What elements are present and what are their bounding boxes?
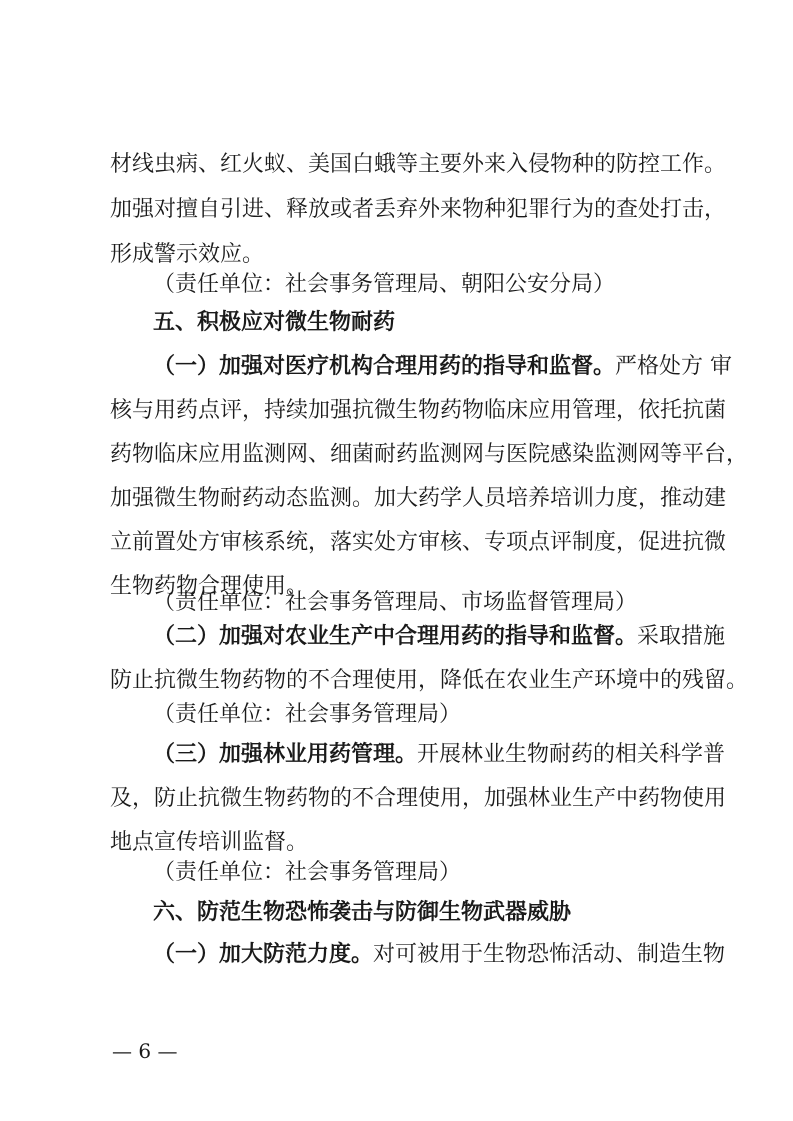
- responsible-unit-note: （责任单位：社会事务管理局）: [153, 860, 462, 885]
- item-text: 采取措施: [637, 624, 726, 649]
- item-lead: （二）加强对农业生产中合理用药的指导和监督。: [153, 624, 638, 649]
- body-text-line: 材线虫病、红火蚁、美国白蛾等主要外来入侵物种的防控工作。: [110, 152, 727, 177]
- item-text: 对可被用于生物恐怖活动、制造生物: [373, 942, 726, 967]
- paragraph-first-line: [153, 622, 725, 652]
- paragraph-first-line: [153, 940, 725, 970]
- item-text: 严格处方 审: [615, 354, 733, 379]
- body-text-line: 核与用药点评，持续加强抗微生物药物临床应用管理，依托抗菌: [110, 398, 727, 423]
- body-text-line: 加强对擅自引进、释放或者丢弃外来物种犯罪行为的查处打击，: [110, 197, 727, 222]
- item-lead: （三）加强林业用药管理。: [153, 742, 418, 767]
- body-text-line: 地点宣传培训监督。: [110, 830, 309, 855]
- body-text-line: 及，防止抗微生物药物的不合理使用，加强林业生产中药物使用: [110, 786, 727, 811]
- body-text-line: 药物临床应用监测网、细菌耐药监测网与医院感染监测网等平台，: [110, 442, 749, 467]
- section-heading: 五、积极应对微生物耐药: [153, 310, 396, 335]
- responsible-unit-note: （责任单位：社会事务管理局）: [153, 702, 462, 727]
- body-text-line: 生物药物合理使用。: [110, 574, 309, 599]
- paragraph-first-line: [153, 352, 732, 382]
- responsible-unit-note: （责任单位：社会事务管理局、市场监督管理局）: [153, 590, 638, 615]
- section-heading: 六、防范生物恐怖袭击与防御生物武器威胁: [153, 900, 572, 925]
- item-lead: （一）加大防范力度。: [153, 942, 374, 967]
- body-text-line: 立前置处方审核系统，落实处方审核、专项点评制度，促进抗微: [110, 530, 727, 555]
- body-text-line: 形成警示效应。: [110, 242, 265, 267]
- body-text-line: 加强微生物耐药动态监测。加大药学人员培养培训力度，推动建: [110, 486, 727, 511]
- page-number: — 6 —: [112, 1039, 178, 1063]
- body-text-line: 防止抗微生物药物的不合理使用，降低在农业生产环境中的残留。: [110, 668, 749, 693]
- item-text: 开展林业生物耐药的相关科学普: [417, 742, 726, 767]
- responsible-unit-note: （责任单位：社会事务管理局、朝阳公安分局）: [153, 272, 616, 297]
- paragraph-first-line: [153, 740, 725, 770]
- item-lead: （一）加强对医疗机构合理用药的指导和监督。: [153, 354, 616, 379]
